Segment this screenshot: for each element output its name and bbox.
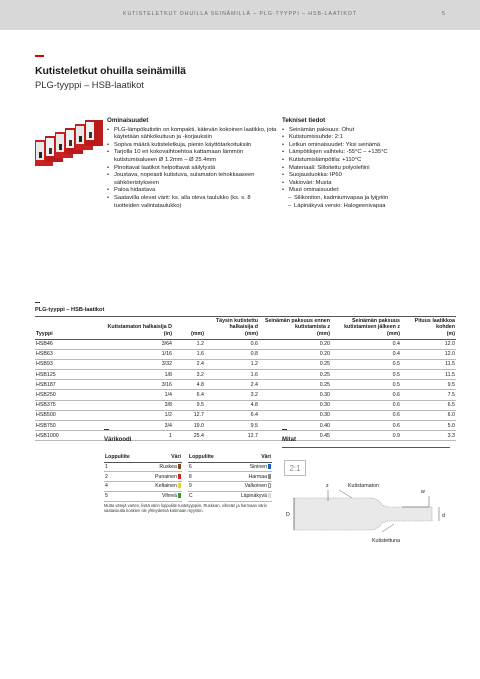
features-column	[107, 117, 277, 210]
value-cell: 2.4	[205, 380, 259, 390]
color-swatch-icon	[268, 474, 271, 479]
color-swatch-icon	[268, 464, 271, 469]
color-swatch-icon	[268, 493, 271, 498]
value-cell: 9.5	[401, 380, 456, 390]
value-cell: 1/2	[93, 410, 173, 420]
spec-item: • Kutistumissuhde: 2:1	[282, 134, 447, 142]
color-cell	[142, 491, 182, 501]
value-cell: 0.40	[259, 421, 331, 431]
value-cell: 0.5	[331, 380, 401, 390]
color-code-table	[104, 453, 272, 502]
value-cell: 0.45	[259, 431, 331, 441]
suffix-cell: 4	[104, 482, 142, 492]
value-cell: 6.5	[401, 400, 456, 410]
value-cell: 12.7	[173, 410, 205, 420]
value-cell: 0.6	[331, 400, 401, 410]
spec-item: • Lämpötilojen vaihtelu: -55°C – +135°C	[282, 149, 447, 157]
spec-item: • Seinämän paksuus: Ohut	[282, 127, 447, 135]
value-cell: 9.5	[205, 421, 259, 431]
table-row	[35, 421, 456, 431]
unit-header: (mm)	[331, 330, 401, 339]
value-cell: 0.25	[259, 380, 331, 390]
color-header: Loppuliite	[188, 453, 226, 462]
value-cell: 9.5	[173, 400, 205, 410]
value-cell: 0.20	[259, 349, 331, 359]
color-row	[104, 491, 272, 501]
color-swatch-icon	[178, 493, 181, 498]
feature-item: • Paloa hidastava	[107, 187, 277, 195]
spec-item: • Kutistumislämpötila: +110°C	[282, 157, 447, 165]
spec-item: • Muut ominaisuudet:	[282, 187, 447, 195]
column-header: Pituus laatikkoa kohden	[414, 318, 455, 330]
value-cell: 6.4	[173, 390, 205, 400]
color-name: Punainen	[154, 473, 177, 480]
column-header: Täysin kutistettu halkaisija d	[215, 318, 258, 330]
value-cell: 1	[93, 431, 173, 441]
value-cell: 1.2	[205, 359, 259, 369]
value-cell: 0.6	[331, 421, 401, 431]
color-header: Loppuliite	[104, 453, 142, 462]
value-cell: 0.30	[259, 410, 331, 420]
value-cell: 12.0	[401, 339, 456, 349]
value-cell: 11.5	[401, 359, 456, 369]
value-cell: 1/4	[93, 390, 173, 400]
dimensions-title: Mitat	[282, 437, 296, 443]
value-cell: 3/4	[93, 421, 173, 431]
value-cell: 0.8	[205, 349, 259, 359]
dimensions-rule	[282, 447, 450, 448]
table-dash	[35, 302, 40, 303]
label-D: D	[286, 512, 290, 518]
color-row	[104, 462, 272, 472]
value-cell: 0.6	[331, 410, 401, 420]
feature-item: • Saatavilla olevat värit: ks. alla oleva taulukko (ks. s. 8 tuotteiden valintataulukko)	[107, 195, 277, 210]
type-cell: HSB63	[35, 349, 93, 359]
column-header: Tyyppi	[35, 330, 93, 339]
value-cell: 0.25	[259, 370, 331, 380]
page-subtitle: PLG-tyyppi – HSB-laatikot	[35, 79, 144, 90]
column-header: Kutistamaton halkaisija D	[107, 324, 172, 330]
features-list	[107, 127, 277, 211]
color-swatch-icon	[178, 464, 181, 469]
color-note: Mutta värejä varten, lisää värin loppuliite tuotetyyppiin. Ruskean, vihreän ja harmaan värin saatavuutta koskien ole yhteydessä kotimaan myyntiin.	[104, 503, 267, 514]
color-name: Sininen	[249, 463, 267, 470]
value-cell: 0.4	[331, 349, 401, 359]
value-cell: 3/32	[93, 359, 173, 369]
color-name: Keltainen	[155, 483, 177, 490]
shrink-ratio-badge: 2:1	[284, 460, 306, 476]
specs-heading: Tekniset tiedot	[282, 117, 326, 124]
table-row	[35, 349, 456, 359]
unit-header: (m)	[401, 330, 456, 339]
size-table-title: PLG-tyyppi – HSB-laatikot	[35, 307, 105, 313]
running-header: KUTISTELETKUT OHUILLA SEINÄMILLÄ – PLG-TYYPPI – HSB-LAATIKOT	[123, 11, 357, 17]
label-shrunk: Kutistettuna	[372, 538, 400, 544]
color-row	[104, 482, 272, 492]
color-cell	[226, 491, 272, 501]
table-row	[35, 400, 456, 410]
color-cell	[226, 472, 272, 482]
type-cell: HSB46	[35, 339, 93, 349]
value-cell: 0.30	[259, 400, 331, 410]
type-cell: HSB375	[35, 400, 93, 410]
table-row	[35, 380, 456, 390]
table-row	[35, 431, 456, 441]
color-section-title: Värikoodi	[104, 437, 132, 443]
suffix-cell: 9	[188, 482, 226, 492]
value-cell: 3.3	[401, 431, 456, 441]
table-row	[35, 370, 456, 380]
type-cell: HSB93	[35, 359, 93, 369]
feature-item: • PLG-lämpökutistin on kompakti, kätevän kokoinen laatikko, jota käytetään sähkökuituun ja -korjauksiin	[107, 127, 277, 142]
accent-bar	[35, 55, 44, 57]
suffix-cell: 2	[104, 472, 142, 482]
suffix-cell: 5	[104, 491, 142, 501]
color-cell	[142, 482, 182, 492]
value-cell: 0.20	[259, 339, 331, 349]
feature-item: • Sopiva määrä kutisteletkuja, pienin käyttötarkoituksiin	[107, 142, 277, 150]
color-name: Harmaa	[248, 473, 267, 480]
value-cell: 7.5	[401, 390, 456, 400]
spec-item: • Letkun ominaisuudet: Yksi seinämä	[282, 142, 447, 150]
color-header: Väri	[142, 453, 182, 462]
column-header: Seinämän paksuus ennen kutistamista z	[264, 318, 330, 330]
color-cell	[142, 462, 182, 472]
features-heading: Ominaisuudet	[107, 117, 149, 124]
color-cell	[142, 472, 182, 482]
type-cell: HSB500	[35, 410, 93, 420]
value-cell: 0.4	[331, 339, 401, 349]
dimension-diagram	[282, 474, 450, 546]
spec-item: • Suojausluokka: IP60	[282, 172, 447, 180]
value-cell: 1.6	[173, 349, 205, 359]
unit-header: (mm)	[205, 330, 259, 339]
value-cell: 3.2	[173, 370, 205, 380]
value-cell: 1/16	[93, 349, 173, 359]
label-w: w	[421, 489, 425, 495]
suffix-cell: 6	[188, 462, 226, 472]
color-swatch-icon	[268, 483, 271, 488]
table-row	[35, 390, 456, 400]
type-cell: HSB1000	[35, 431, 93, 441]
table-row	[35, 339, 456, 349]
type-cell: HSB125	[35, 370, 93, 380]
value-cell: 6.4	[205, 410, 259, 420]
spec-item: • Materiaali: Silloitettu polyolefiini	[282, 165, 447, 173]
value-cell: 1/8	[93, 370, 173, 380]
type-cell: HSB187	[35, 380, 93, 390]
value-cell: 1.2	[173, 339, 205, 349]
value-cell: 19.0	[173, 421, 205, 431]
color-row	[104, 472, 272, 482]
value-cell: 3/8	[93, 400, 173, 410]
spec-sub-item: – Läpinäkyvä versio: Halogeenivapaa	[282, 203, 447, 211]
value-cell: 4.8	[173, 380, 205, 390]
label-z: z	[326, 483, 329, 489]
value-cell: 0.6	[205, 339, 259, 349]
specs-column	[282, 117, 447, 210]
color-header: Väri	[226, 453, 272, 462]
spec-item: • Vakioväri: Musta	[282, 180, 447, 188]
page-title: Kutisteletkut ohuilla seinämillä	[35, 65, 186, 77]
type-cell: HSB750	[35, 421, 93, 431]
suffix-cell: 1	[104, 462, 142, 472]
spec-sub-item: – Silikoniton, kadmiumvapaa ja lyijytön	[282, 195, 447, 203]
dimensions-section-dash	[282, 429, 287, 430]
page-number: 5	[442, 11, 445, 17]
suffix-cell: C	[188, 491, 226, 501]
value-cell: 3/64	[93, 339, 173, 349]
color-name: Ruskea	[159, 463, 177, 470]
color-section-dash	[104, 429, 109, 430]
value-cell: 0.25	[259, 359, 331, 369]
color-swatch-icon	[178, 474, 181, 479]
value-cell: 5.0	[401, 421, 456, 431]
value-cell: 11.5	[401, 370, 456, 380]
feature-item: • Joustava, nopeasti kutistuva, sulamaton tehokkaaseen sähköeristykseen	[107, 172, 277, 187]
table-row	[35, 410, 456, 420]
value-cell: 0.30	[259, 390, 331, 400]
value-cell: 0.5	[331, 359, 401, 369]
feature-item: • Tarjolla 10 eri kokovaihtoehtoa kattamaan lämmön kutistumisalueen Ø 1.2mm – Ø 25.4mm	[107, 149, 277, 164]
column-header: Seinämän paksuus kutistamisen jälkeen z	[344, 318, 400, 330]
color-cell	[226, 482, 272, 492]
label-unshrunk: Kutistamaton	[348, 483, 379, 489]
unit-header: (mm)	[173, 330, 205, 339]
value-cell: 12.0	[401, 349, 456, 359]
color-cell	[226, 462, 272, 472]
color-name: Valkoinen	[244, 483, 267, 490]
color-name: Läpinäkyvä	[240, 493, 267, 500]
unit-header: (in)	[93, 330, 173, 339]
label-d: d	[442, 513, 445, 519]
value-cell: 0.6	[331, 390, 401, 400]
value-cell: 3/16	[93, 380, 173, 390]
value-cell: 2.4	[173, 359, 205, 369]
value-cell: 4.8	[205, 400, 259, 410]
table-rule	[35, 316, 456, 317]
value-cell: 3.2	[205, 390, 259, 400]
suffix-cell: 8	[188, 472, 226, 482]
value-cell: 0.9	[331, 431, 401, 441]
table-row	[35, 359, 456, 369]
product-image	[33, 118, 105, 174]
value-cell: 1.6	[205, 370, 259, 380]
value-cell: 12.7	[205, 431, 259, 441]
feature-item: • Pinottavat laatikot helpottavat säilytystä	[107, 165, 277, 173]
unit-header: (mm)	[259, 330, 331, 339]
color-swatch-icon	[178, 483, 181, 488]
value-cell: 25.4	[173, 431, 205, 441]
specs-list	[282, 127, 447, 211]
value-cell: 6.0	[401, 410, 456, 420]
value-cell: 0.5	[331, 370, 401, 380]
size-table	[35, 318, 456, 441]
color-name: Vihreä	[162, 493, 177, 500]
type-cell: HSB250	[35, 390, 93, 400]
